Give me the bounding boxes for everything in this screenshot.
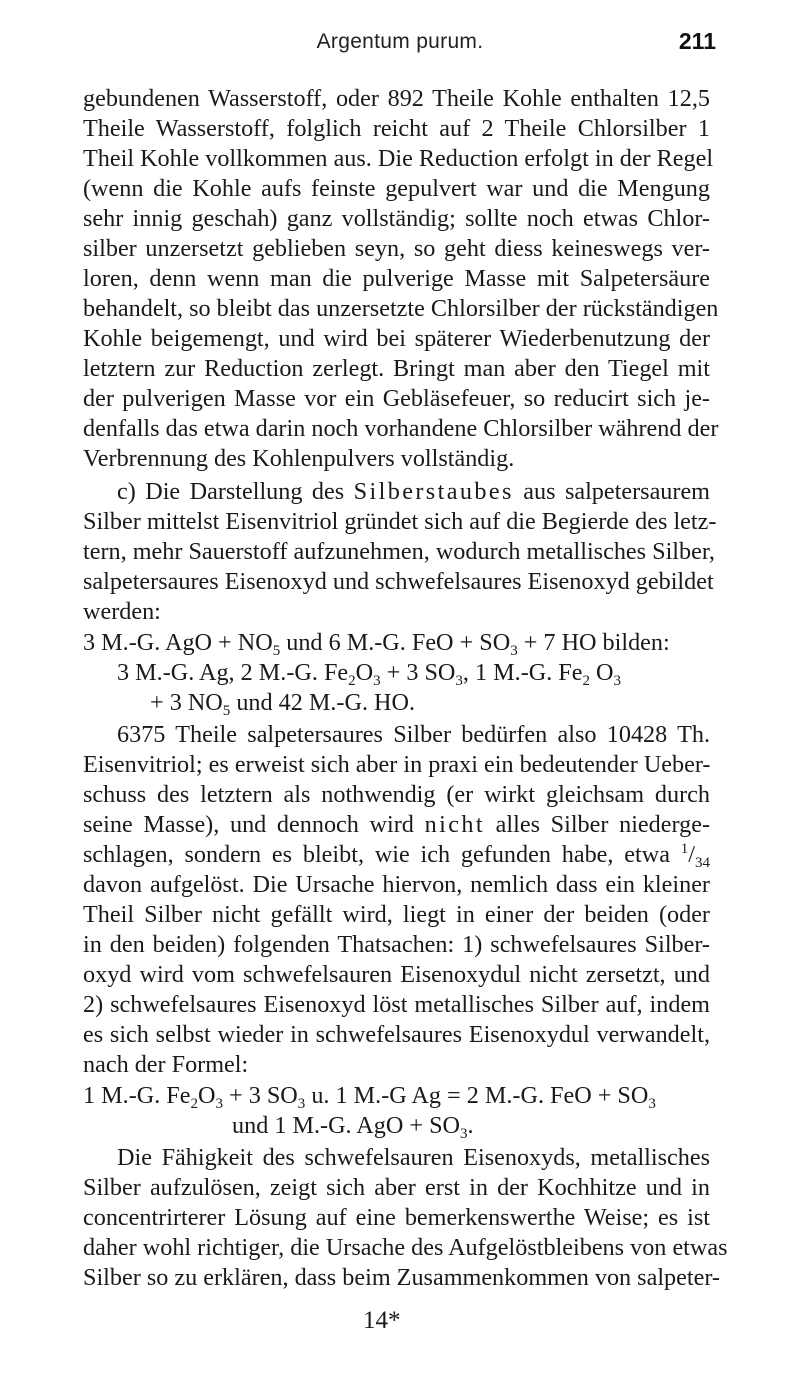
text-line: tern, mehr Sauerstoff aufzunehmen, wodurch metallisches Silber,: [83, 538, 715, 565]
catchword-signature: 14*: [363, 1307, 401, 1334]
formula-part: O: [198, 1082, 216, 1109]
fraction-denominator: 34: [695, 855, 711, 871]
text-line: Silber aufzulösen, zeigt sich aber erst in der Kochhitze und in: [83, 1174, 710, 1201]
text-span: alles Silber niederge-: [495, 811, 711, 838]
text-line: 2) schwefelsaures Eisenoxyd löst metallisches Silber auf, indem: [83, 991, 710, 1018]
text-line: Theile Wasserstoff, folglich reicht auf 2 Theile Chlorsilber 1: [83, 115, 710, 142]
text-line: es sich selbst wieder in schwefelsaures Eisenoxydul verwandelt,: [83, 1021, 710, 1048]
emphasis-spaced: Silberstaubes: [353, 478, 514, 505]
text-line: oxyd wird vom schwefelsauren Eisenoxydul nicht zersetzt, und: [83, 961, 710, 988]
subscript: 3: [215, 1096, 223, 1112]
text-line-with-emphasis: [83, 810, 710, 840]
formula-part: + 7 HO bilden:: [517, 629, 670, 656]
text-line: gebundenen Wasserstoff, oder 892 Theile Kohle enthalten 12,5: [83, 85, 710, 112]
fraction-numerator: 1: [680, 841, 689, 857]
subscript: 3: [460, 1126, 468, 1142]
subscript: 5: [272, 643, 281, 659]
text-line: (wenn die Kohle aufs feinste gepulvert war und die Mengung: [83, 175, 710, 202]
text-line: Silber mittelst Eisenvitriol gründet sich auf die Begierde des letz-: [83, 508, 717, 535]
formula-part: + 3 SO: [380, 659, 456, 686]
formula-part: u. 1 M.-G Ag = 2 M.-G. FeO + SO: [305, 1082, 649, 1109]
formula-line: [232, 1111, 800, 1141]
formula-part: 1 M.-G. Fe: [83, 1082, 191, 1109]
subscript: 5: [222, 703, 231, 719]
running-head-title: Argentum purum.: [316, 30, 484, 53]
text-line: daher wohl richtiger, die Ursache des Aufgelöstbleibens von etwas: [83, 1234, 728, 1261]
text-span: c) Die Darstellung des: [117, 478, 345, 505]
text-line: schuss des letztern als nothwendig (er wirkt gleichsam durch: [83, 781, 710, 808]
text-line: sehr innig geschah) ganz vollständig; sollte noch etwas Chlor-: [83, 205, 710, 232]
text-line: silber unzersetzt geblieben seyn, so geht diess keineswegs ver-: [83, 235, 710, 262]
text-span: seine Masse), und dennoch wird: [83, 811, 414, 838]
subscript: 3: [297, 1096, 306, 1112]
text-span: aus salpetersaurem: [523, 478, 710, 505]
formula-part: und 42 M.-G. HO.: [230, 689, 416, 716]
formula-part: .: [467, 1112, 474, 1139]
subscript: 3: [373, 673, 381, 689]
text-line: Die Fähigkeit des schwefelsauren Eisenoxyds, metallisches: [117, 1144, 710, 1171]
formula-line: [117, 658, 744, 688]
emphasis-spaced: nicht: [424, 811, 485, 838]
formula-part: 3 M.-G. AgO + NO: [83, 629, 273, 656]
text-line: Theil Kohle vollkommen aus. Die Reduction erfolgt in der Regel: [83, 145, 714, 172]
formula-part: O: [355, 659, 374, 686]
subscript: 2: [190, 1096, 198, 1112]
page-number: 211: [678, 28, 716, 54]
text-line: concentrirterer Lösung auf eine bemerkenswerthe Weise; es ist: [83, 1204, 710, 1231]
fraction: $^1/_{34}$: [680, 841, 711, 871]
text-line: 6375 Theile salpetersaures Silber bedürfen also 10428 Th.: [117, 721, 710, 748]
formula-part: + 3 SO: [222, 1082, 298, 1109]
text-line: denfalls das etwa darin noch vorhandene Chlorsilber während der: [83, 415, 719, 442]
text-line: der pulverigen Masse vor ein Gebläsefeuer, so reducirt sich je-: [83, 385, 710, 412]
text-line: nach der Formel:: [83, 1051, 249, 1078]
paragraph-c-first-line: [83, 477, 710, 507]
subscript: 3: [613, 673, 622, 689]
formula-part: , 1 M.-G. Fe: [462, 659, 583, 686]
text-line: in den beiden) folgenden Thatsachen: 1) schwefelsaures Silber-: [83, 931, 710, 958]
text-line: werden:: [83, 598, 161, 625]
text-span: schlagen, sondern es bleibt, wie ich gefunden habe, etwa: [83, 841, 670, 868]
formula-part: und 1 M.-G. AgO + SO: [232, 1112, 460, 1139]
subscript: 3: [648, 1096, 656, 1112]
text-line: behandelt, so bleibt das unzersetzte Chlorsilber der rückständigen: [83, 295, 719, 322]
formula-line: [83, 1081, 710, 1111]
formula-part: O: [590, 659, 614, 686]
formula-line: [150, 688, 777, 718]
text-line: loren, denn wenn man die pulverige Masse mit Salpetersäure: [83, 265, 710, 292]
text-line: Verbrennung des Kohlenpulvers vollständig.: [83, 445, 515, 472]
text-line: salpetersaures Eisenoxyd und schwefelsaures Eisenoxyd gebildet: [83, 568, 714, 595]
text-line: davon aufgelöst. Die Ursache hiervon, nemlich dass ein kleiner: [83, 871, 710, 898]
formula-part: und 6 M.-G. FeO + SO: [280, 629, 511, 656]
subscript: 2: [582, 673, 590, 689]
running-head: [0, 26, 800, 56]
subscript: 3: [455, 673, 463, 689]
formula-line: [83, 628, 710, 658]
subscript: 2: [348, 673, 356, 689]
text-line: Eisenvitriol; es erweist sich aber in praxi ein bedeutender Ueber-: [83, 751, 711, 778]
formula-part: 3 M.-G. Ag, 2 M.-G. Fe: [117, 659, 349, 686]
text-line: Theil Silber nicht gefällt wird, liegt in einer der beiden (oder: [83, 901, 710, 928]
text-line-with-fraction: [83, 840, 710, 870]
formula-part: + 3 NO: [150, 689, 223, 716]
subscript: 3: [510, 643, 518, 659]
text-line: Kohle beigemengt, und wird bei späterer Wiederbenutzung der: [83, 325, 710, 352]
text-line: Silber so zu erklären, dass beim Zusammenkommen von salpeter-: [83, 1264, 720, 1291]
text-line: letztern zur Reduction zerlegt. Bringt man aber den Tiegel mit: [83, 355, 710, 382]
